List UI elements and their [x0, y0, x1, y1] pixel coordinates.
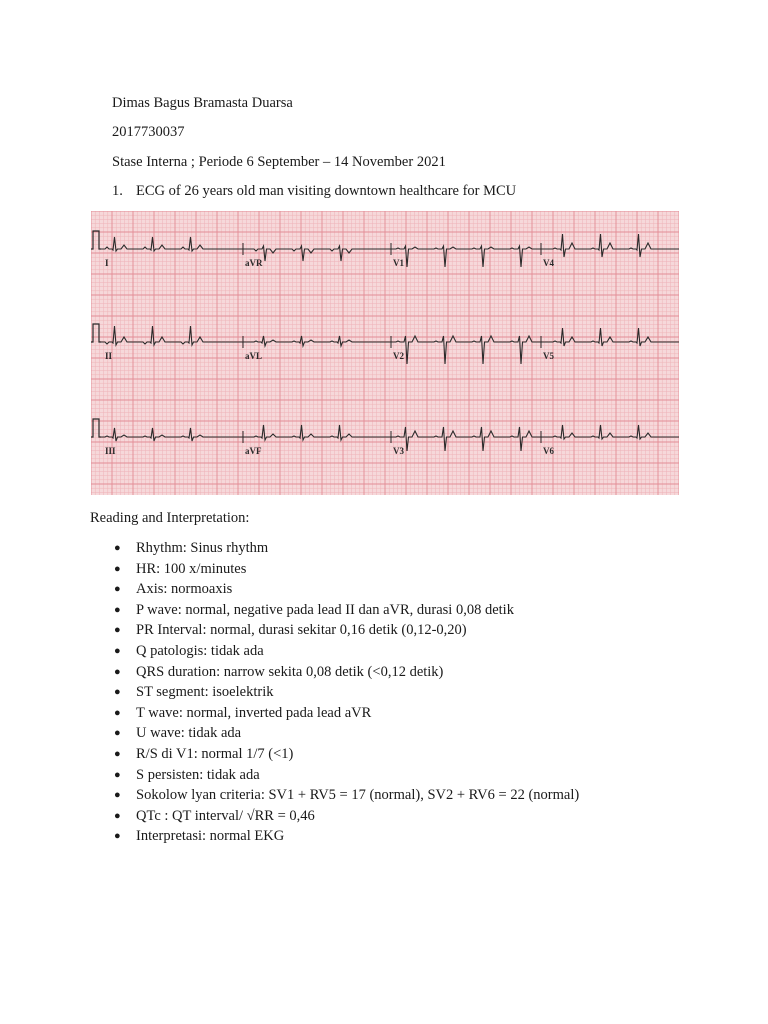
lead-label: aVF: [245, 446, 262, 456]
finding-item: [114, 786, 580, 807]
finding-text: S persisten: tidak ada: [136, 766, 260, 783]
bullet-icon: ●: [114, 789, 121, 802]
author-name: Dimas Bagus Bramasta Duarsa: [112, 95, 293, 111]
lead-label: aVR: [245, 258, 263, 268]
finding-text: QRS duration: narrow sekita 0,08 detik (<0,12 detik): [136, 663, 444, 680]
finding-item: [114, 827, 579, 848]
lead-label: V5: [543, 351, 554, 361]
bullet-icon: ●: [114, 542, 121, 554]
finding-item: [114, 683, 579, 704]
finding-text: Interpretasi: normal EKG: [136, 828, 285, 845]
bullet-icon: ●: [114, 686, 121, 699]
bullet-icon: ●: [114, 583, 121, 596]
case-title: [112, 182, 516, 200]
finding-item: [114, 580, 579, 601]
finding-text: Sokolow lyan criteria: SV1 + RV5 = 17 (normal), SV2 + RV6 = 22 (normal): [136, 787, 580, 804]
lead-label: V3: [393, 446, 404, 456]
lead-label: V2: [393, 351, 404, 361]
bullet-icon: ●: [114, 603, 121, 616]
ecg-tracing: [91, 211, 679, 495]
finding-text: Rhythm: Sinus rhythm: [136, 540, 269, 556]
finding-item: [114, 807, 579, 828]
bullet-icon: ●: [114, 706, 121, 719]
finding-item: [114, 642, 579, 663]
finding-item: [114, 539, 579, 560]
finding-text: R/S di V1: normal 1/7 (<1): [136, 745, 294, 762]
case-title-text: ECG of 26 years old man visiting downtown healthcare for MCU: [136, 183, 517, 199]
finding-text: P wave: normal, negative pada lead II dan aVR, durasi 0,08 detik: [136, 601, 514, 618]
finding-item: [114, 601, 579, 622]
finding-text: T wave: normal, inverted pada lead aVR: [136, 704, 372, 721]
finding-text: ST segment: isoelektrik: [136, 684, 274, 701]
rotation-period: Stase Interna ; Periode 6 September – 14 November 2021: [112, 154, 446, 170]
finding-item: [114, 663, 579, 684]
reading-heading: Reading and Interpretation:: [90, 510, 250, 526]
bullet-icon: ●: [114, 747, 121, 760]
bullet-icon: ●: [114, 809, 121, 822]
finding-item: [114, 724, 579, 745]
lead-label: V1: [393, 258, 404, 268]
bullet-icon: ●: [114, 624, 121, 637]
finding-item: [114, 766, 579, 787]
lead-label: V6: [543, 446, 554, 456]
lead-label: I: [105, 258, 109, 268]
case-number: 1.: [112, 183, 123, 199]
bullet-icon: ●: [114, 665, 121, 678]
finding-item: [114, 704, 579, 725]
bullet-icon: ●: [114, 830, 121, 843]
bullet-icon: ●: [114, 644, 121, 657]
lead-label: III: [105, 446, 116, 456]
bullet-icon: ●: [114, 768, 121, 781]
finding-item: [114, 621, 579, 642]
lead-label: V4: [543, 258, 554, 268]
finding-text: Axis: normoaxis: [136, 581, 233, 598]
finding-text: Q patologis: tidak ada: [136, 642, 264, 659]
lead-label: aVL: [245, 351, 263, 361]
lead-label: II: [105, 351, 113, 361]
finding-text: QTc : QT interval/ √RR = 0,46: [136, 807, 315, 824]
findings-list: [114, 539, 580, 848]
finding-text: PR Interval: normal, durasi sekitar 0,16 detik (0,12-0,20): [136, 622, 467, 639]
finding-text: U wave: tidak ada: [136, 725, 242, 742]
bullet-icon: ●: [114, 727, 121, 740]
finding-item: [114, 745, 579, 766]
ecg-strip-image: [91, 211, 679, 495]
finding-item: [114, 560, 579, 581]
student-id: 2017730037: [112, 124, 185, 140]
finding-text: HR: 100 x/minutes: [136, 560, 247, 577]
bullet-icon: ●: [114, 562, 121, 575]
